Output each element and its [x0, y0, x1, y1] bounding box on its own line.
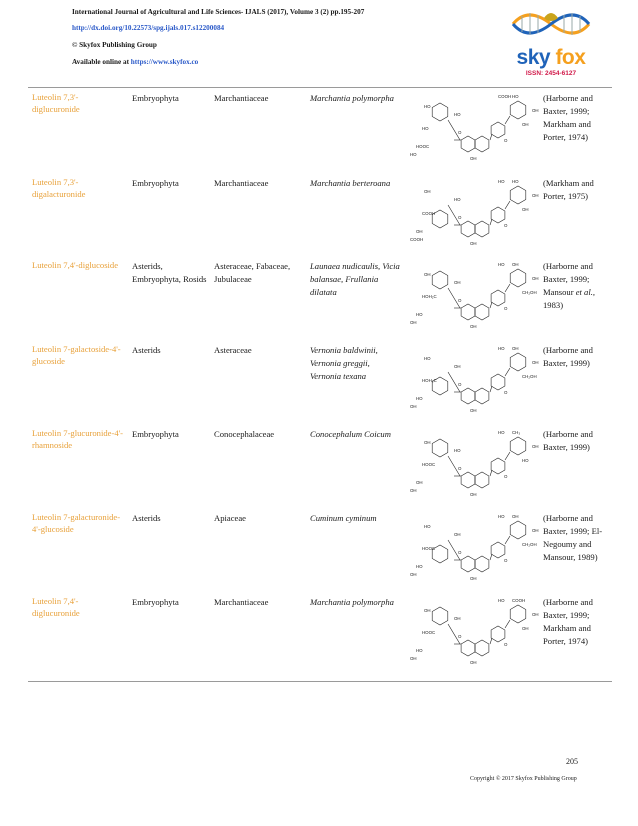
- structure-atom-label: HO: [498, 430, 505, 435]
- structure-atom-label: OH: [470, 408, 477, 413]
- structure-atom-label: OH: [454, 280, 461, 285]
- structure-atom-label: HO: [498, 179, 505, 184]
- structure-atom-label: HO: [498, 598, 505, 603]
- reference-text-part: , 1983): [543, 287, 596, 310]
- species-cell: Marchantia polymorpha: [310, 597, 394, 607]
- structure-atom-label: HOH₂C: [422, 378, 437, 383]
- species-cell: Conocephalum Coicum: [310, 429, 391, 439]
- family-cell: Apiaceae: [214, 513, 246, 523]
- structure-atom-label: OH: [424, 608, 431, 613]
- structure-atom-label: HO: [498, 514, 505, 519]
- structure-atom-label: OH: [454, 616, 461, 621]
- reference-cell: (Markham and Porter, 1975): [543, 178, 594, 201]
- structure-atom-label: OH: [532, 360, 539, 365]
- reference-cell: (Harborne and Baxter, 1999): [543, 429, 593, 452]
- clade-cell: Embryophyta: [132, 597, 179, 607]
- compound-name: Luteolin 7-galactoside-4'-glucoside: [32, 344, 121, 366]
- table-row: [28, 340, 612, 423]
- logo-wordmark: [508, 46, 594, 70]
- structure-atom-label: OH: [424, 440, 431, 445]
- publisher-copyright: © Skyfox Publishing Group: [72, 41, 157, 49]
- clade-cell: Asterids: [132, 513, 161, 523]
- structure-atom-label: O: [504, 138, 508, 143]
- clade-cell: Asterids: [132, 345, 161, 355]
- structure-atom-label: OH: [416, 229, 423, 234]
- structure-atom-label: O: [504, 223, 508, 228]
- structure-atom-label: OH: [522, 207, 529, 212]
- species-cell: Cuminum cyminum: [310, 513, 377, 523]
- table-row: [28, 256, 612, 339]
- structure-atom-label: OH: [522, 626, 529, 631]
- structure-atom-label: OH: [470, 660, 477, 665]
- reference-text-part: et al.: [575, 287, 593, 297]
- page-header: [72, 8, 572, 86]
- chemical-structure: [410, 342, 540, 418]
- structure-atom-label: OH: [410, 404, 417, 409]
- structure-atom-label: OH: [470, 324, 477, 329]
- structure-atom-label: HO: [410, 152, 417, 157]
- clade-cell: Asterids, Embryophyta, Rosids: [132, 261, 207, 284]
- structure-atom-label: OH: [454, 364, 461, 369]
- reference-text-part: (Harborne and Baxter, 1999; Mansour: [543, 261, 593, 297]
- chemical-structure: [410, 175, 540, 251]
- clade-cell: Embryophyta: [132, 429, 179, 439]
- doi-link[interactable]: http://dx.doi.org/10.22573/spg.ijals.017.s12200084: [72, 24, 225, 32]
- skyfox-logo: [508, 4, 594, 82]
- structure-atom-label: HO: [424, 104, 431, 109]
- journal-citation: International Journal of Agricultural and Life Sciences- IJALS (2017), Volume 3 (2) pp.195-207: [72, 8, 365, 16]
- species-cell: Vernonia baldwinii, Vernonia greggii, Vernonia texana: [310, 345, 378, 381]
- structure-atom-label: OH: [532, 444, 539, 449]
- structure-atom-label: HO: [454, 197, 461, 202]
- structure-atom-label: O: [458, 466, 462, 471]
- chemical-structure: [410, 510, 540, 586]
- availability-line: [72, 58, 198, 66]
- family-cell: Conocephalaceae: [214, 429, 275, 439]
- structure-atom-label: COOH: [498, 94, 512, 99]
- structure-atom-label: O: [458, 298, 462, 303]
- issn-label: ISSN: 2454-6127: [525, 70, 577, 77]
- structure-atom-label: O: [458, 130, 462, 135]
- structure-atom-label: HOOC: [416, 144, 430, 149]
- structure-atom-label: OH: [470, 576, 477, 581]
- structure-atom-label: HOOC: [422, 630, 436, 635]
- family-cell: Marchantiaceae: [214, 178, 269, 188]
- family-cell: Asteraceae, Fabaceae, Jubulaceae: [214, 261, 291, 284]
- structure-atom-label: HO: [512, 94, 519, 99]
- structure-atom-label: O: [504, 390, 508, 395]
- structure-atom-label: HO: [424, 356, 431, 361]
- reference-cell: (Harborne and Baxter, 1999): [543, 345, 593, 368]
- structure-atom-label: HO: [416, 312, 423, 317]
- structure-atom-label: O: [458, 634, 462, 639]
- structure-atom-label: HO: [498, 262, 505, 267]
- structure-atom-label: OH: [512, 262, 519, 267]
- chemical-structure: [410, 594, 540, 670]
- structure-atom-label: O: [458, 215, 462, 220]
- reference-cell: (Harborne and Baxter, 1999; El-Negoumy and Mansour, 1989): [543, 513, 603, 562]
- compound-name: Luteolin 7,3'-diglucuronide: [32, 92, 80, 114]
- table-row: [28, 88, 612, 172]
- compound-name: Luteolin 7-glucuronide-4'-rhamnoside: [32, 428, 124, 450]
- structure-atom-label: OH: [470, 156, 477, 161]
- structure-atom-label: CH₂OH: [522, 374, 537, 379]
- structure-atom-label: OH: [410, 488, 417, 493]
- structure-atom-label: CH₃: [512, 430, 521, 435]
- structure-atom-label: O: [504, 474, 508, 479]
- clade-cell: Embryophyta: [132, 93, 179, 103]
- table-row: [28, 173, 612, 255]
- structure-atom-label: OH: [532, 108, 539, 113]
- structure-atom-label: O: [504, 642, 508, 647]
- structure-atom-label: OH: [522, 122, 529, 127]
- structure-atom-label: COOH: [410, 237, 424, 242]
- compound-name: Luteolin 7,3'-digalacturonide: [32, 177, 86, 199]
- structure-atom-label: OH: [512, 346, 519, 351]
- structure-atom-label: OH: [470, 241, 477, 246]
- structure-atom-label: CH₂OH: [522, 542, 537, 547]
- species-cell: Marchantia polymorpha: [310, 93, 394, 103]
- structure-atom-label: COOH: [512, 598, 526, 603]
- structure-atom-label: OH: [416, 480, 423, 485]
- table-row: [28, 508, 612, 591]
- structure-atom-label: HO: [498, 346, 505, 351]
- structure-atom-label: HO: [454, 448, 461, 453]
- chemical-structure: [410, 426, 540, 502]
- family-cell: Asteraceae: [214, 345, 252, 355]
- reference-cell: [543, 260, 613, 312]
- structure-atom-label: O: [504, 306, 508, 311]
- structure-atom-label: OH: [532, 193, 539, 198]
- clade-cell: Embryophyta: [132, 178, 179, 188]
- structure-atom-label: OH: [410, 320, 417, 325]
- structure-atom-label: OH: [532, 528, 539, 533]
- structure-atom-label: HO: [522, 458, 529, 463]
- availability-label: Available online at: [72, 58, 131, 66]
- compound-name: Luteolin 7-galacturonide-4'-glucoside: [32, 512, 121, 534]
- table-bottom-rule: [28, 681, 612, 682]
- structure-atom-label: O: [458, 382, 462, 387]
- structure-atom-label: OH: [532, 276, 539, 281]
- structure-atom-label: OH: [424, 272, 431, 277]
- page-number: 205: [566, 757, 578, 766]
- structure-atom-label: OH: [410, 656, 417, 661]
- species-cell: Launaea nudicaulis, Vicia balansae, Frullania dilatata: [310, 261, 400, 297]
- compound-name: Luteolin 7,4'-diglucuronide: [32, 596, 80, 618]
- family-cell: Marchantiaceae: [214, 597, 269, 607]
- structure-atom-label: O: [504, 558, 508, 563]
- structure-atom-label: HO: [512, 179, 519, 184]
- publisher-website-link[interactable]: https://www.skyfox.co: [130, 58, 199, 66]
- structure-atom-label: HOH₂C: [422, 294, 437, 299]
- compound-name: Luteolin 7,4'-diglucoside: [32, 260, 119, 270]
- structure-atom-label: OH: [470, 492, 477, 497]
- logo-word-sky: sky: [516, 46, 551, 69]
- structure-atom-label: OH: [532, 612, 539, 617]
- chemical-structure: [410, 90, 540, 166]
- family-cell: Marchantiaceae: [214, 93, 269, 103]
- structure-atom-label: HO: [454, 112, 461, 117]
- structure-atom-label: O: [458, 550, 462, 555]
- structure-atom-label: OH: [512, 514, 519, 519]
- structure-atom-label: OH: [424, 189, 431, 194]
- logo-word-fox: fox: [555, 46, 586, 69]
- species-cell: Marchantia berteroana: [310, 178, 391, 188]
- structure-atom-label: CH₂OH: [522, 290, 537, 295]
- structure-atom-label: HO: [416, 648, 423, 653]
- table-row: [28, 592, 612, 680]
- structure-atom-label: OH: [454, 532, 461, 537]
- structure-atom-label: HO: [424, 524, 431, 529]
- structure-atom-label: HOOC: [422, 546, 436, 551]
- reference-cell: (Harborne and Baxter, 1999; Markham and Porter, 1974): [543, 597, 593, 646]
- structure-atom-label: HO: [422, 126, 429, 131]
- structure-atom-label: COOH: [422, 211, 436, 216]
- structure-atom-label: HOOC: [422, 462, 436, 467]
- dna-helix-icon: [508, 4, 594, 48]
- structure-atom-label: OH: [410, 572, 417, 577]
- structure-atom-label: HO: [416, 564, 423, 569]
- chemical-structure: [410, 258, 540, 334]
- page-footer: Copyright © 2017 Skyfox Publishing Group: [470, 776, 577, 782]
- table-row: [28, 424, 612, 507]
- reference-cell: (Harborne and Baxter, 1999; Markham and Porter, 1974): [543, 93, 593, 142]
- structure-atom-label: HO: [416, 396, 423, 401]
